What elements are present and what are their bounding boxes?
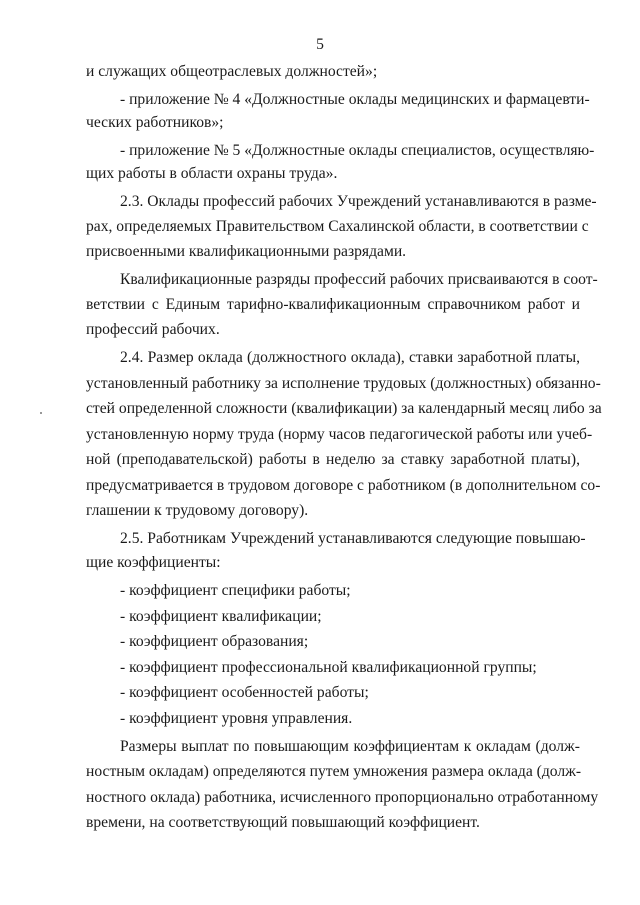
text-line: ческих работников»; (86, 114, 224, 131)
scan-speck (40, 412, 42, 414)
text-line: ветствии с Единым тарифно-квалификационным справочником работ и (86, 296, 580, 313)
list-item: - коэффициент особенностей работы; (120, 684, 369, 701)
text-line: рах, определяемых Правительством Сахалинской области, в соответствии с (86, 218, 589, 235)
text-line: присвоенными квалификационными разрядами. (86, 243, 407, 260)
text-line: Квалификационные разряды профессий рабочих присваиваются в соот- (120, 271, 598, 288)
list-item: - коэффициент профессиональной квалификационной группы; (120, 659, 537, 676)
text-line: установленную норму труда (норму часов педагогической работы или учеб- (86, 426, 593, 443)
list-item: - коэффициент уровня управления. (120, 710, 353, 727)
text-line: глашении к трудовому договору). (86, 502, 309, 519)
text-line: 2.5. Работникам Учреждений устанавливаются следующие повышаю- (120, 530, 586, 547)
list-item: - коэффициент специфики работы; (120, 582, 351, 599)
list-item: - коэффициент квалификации; (120, 608, 322, 625)
text-line: щих работы в области охраны труда». (86, 165, 338, 182)
text-line: установленный работнику за исполнение трудовых (должностных) обязанно- (86, 375, 601, 392)
text-line: стей определенной сложности (квалификации) за календарный месяц либо за (86, 400, 602, 417)
text-line: щие коэффициенты: (86, 554, 221, 571)
text-line: - приложение № 4 «Должностные оклады медицинских и фармацевти- (120, 91, 590, 108)
text-line: ностным окладам) определяются путем умножения размера оклада (долж- (86, 763, 582, 780)
text-line: времени, на соответствующий повышающий коэффициент. (86, 814, 480, 831)
list-item: - коэффициент образования; (120, 633, 309, 650)
page-number: 5 (316, 36, 324, 53)
text-line: ной (преподавательской) работы в неделю за ставку заработной платы), (86, 451, 580, 468)
text-line: предусматривается в трудовом договоре с работником (в дополнительном со- (86, 477, 601, 494)
text-line: ностного оклада) работника, исчисленного пропорционально отработанному (86, 789, 599, 806)
text-line: - приложение № 5 «Должностные оклады специалистов, осуществляю- (120, 142, 595, 159)
text-line: 2.4. Размер оклада (должностного оклада), ставки заработной платы, (120, 349, 580, 366)
text-line: 2.3. Оклады профессий рабочих Учреждений устанавливаются в разме- (120, 193, 597, 210)
text-line: и служащих общеотраслевых должностей»; (86, 63, 378, 80)
text-line: Размеры выплат по повышающим коэффициентам к окладам (долж- (120, 738, 580, 755)
text-line: профессий рабочих. (86, 321, 220, 338)
